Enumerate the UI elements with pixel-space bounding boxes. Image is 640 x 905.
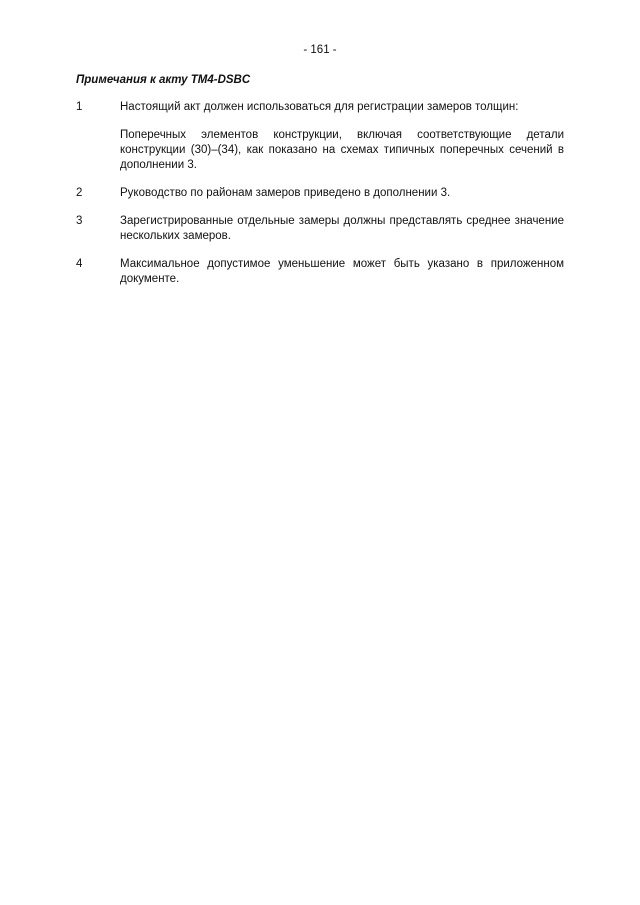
note-item <box>76 100 564 173</box>
note-number: 4 <box>76 258 83 270</box>
note-paragraph: Настоящий акт должен использоваться для регистрации замеров толщин: <box>120 101 519 113</box>
note-body <box>120 100 564 173</box>
page-number: - 161 - <box>303 44 337 56</box>
note-item <box>76 257 564 287</box>
note-paragraph: Руководство по районам замеров приведено в дополнении 3. <box>120 187 451 199</box>
note-item <box>76 186 564 201</box>
note-number: 1 <box>76 101 83 113</box>
note-number: 2 <box>76 187 83 199</box>
note-number: 3 <box>76 215 83 227</box>
note-paragraph: Поперечных элементов конструкции, включая соответствующие детали конструкции (30)–(34), как показано на схемах типичных поперечных сечений в дополнении 3. <box>120 129 564 171</box>
notes-list <box>76 100 564 300</box>
note-body <box>120 214 564 244</box>
note-body <box>120 186 564 201</box>
note-body <box>120 257 564 287</box>
section-title: Примечания к акту TM4-DSBC <box>76 74 251 86</box>
note-paragraph: Максимальное допустимое уменьшение может быть указано в приложенном документе. <box>120 258 564 285</box>
note-item <box>76 214 564 244</box>
note-paragraph: Зарегистрированные отдельные замеры должны представлять среднее значение нескольких замеров. <box>120 215 564 242</box>
